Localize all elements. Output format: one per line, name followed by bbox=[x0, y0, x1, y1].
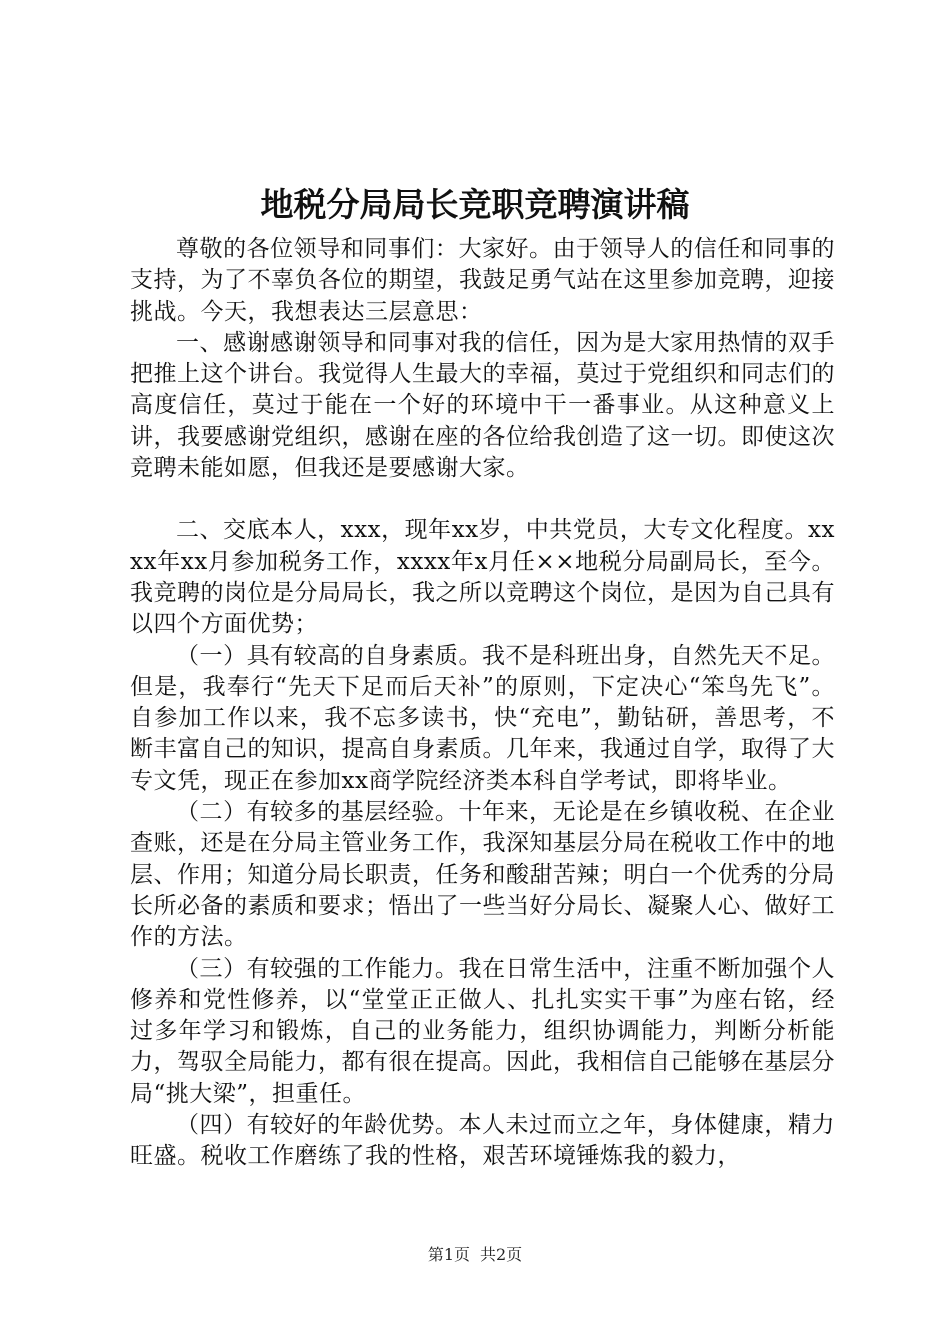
page-number: 第1页 bbox=[427, 1245, 470, 1264]
paragraph-advantage-3: （三）有较强的工作能力。我在日常生活中，注重不断加强个人修养和党性修养，以“堂堂正正做人、扎扎实实干事”为座右铭，经过多年学习和锻炼，自己的业务能力，组织协调能力，判断分析能力，驾驭全局能力，都有很在提高。因此，我相信自己能够在基层分局“挑大梁”，担重任。 bbox=[130, 955, 835, 1107]
paragraph-introduction: 二、交底本人，xxx，现年xx岁，中共党员，大专文化程度。xxxx年xx月参加税务工作，xxxx年x月任××地税分局副局长，至今。我竞聘的岗位是分局局长，我之所以竞聘这个岗位，是因为自己具有以四个方面优势； bbox=[130, 517, 835, 638]
paragraph-greeting: 尊敬的各位领导和同事们：大家好。由于领导人的信任和同事的支持，为了不辜负各位的期望，我鼓足勇气站在这里参加竞聘，迎接挑战。今天，我想表达三层意思： bbox=[130, 236, 835, 325]
document-title: 地税分局局长竞职竞聘演讲稿 bbox=[260, 185, 690, 224]
page-footer bbox=[0, 1244, 950, 1266]
page-total: 共2页 bbox=[480, 1245, 523, 1264]
paragraph-thanks: 一、感谢感谢领导和同事对我的信任，因为是大家用热情的双手把推上这个讲台。我觉得人生最大的幸福，莫过于党组织和同志们的高度信任，莫过于能在一个好的环境中干一番事业。从这种意义上讲，我要感谢党组织，感谢在座的各位给我创造了这一切。即使这次竞聘未能如愿，但我还是要感谢大家。 bbox=[130, 329, 835, 482]
paragraph-advantage-4: （四）有较好的年龄优势。本人未过而立之年，身体健康，精力旺盛。税收工作磨练了我的性格，艰苦环境锤炼我的毅力， bbox=[130, 1112, 835, 1170]
document-body bbox=[130, 234, 835, 1173]
paragraph-advantage-2: （二）有较多的基层经验。十年来，无论是在乡镇收税、在企业查账，还是在分局主管业务工作，我深知基层分局在税收工作中的地层、作用；知道分局长职责，任务和酸甜苦辣；明白一个优秀的分局长所必备的素质和要求；悟出了一些当好分局长、凝聚人心、做好工作的方法。 bbox=[130, 799, 835, 951]
paragraph-advantage-1: （一）具有较高的自身素质。我不是科班出身，自然先天不足。但是，我奉行“先天下足而后天补”的原则，下定决心“笨鸟先飞”。自参加工作以来，我不忘多读书，快“充电”，勤钻研，善思考，不断丰富自己的知识，提高自身素质。几年来，我通过自学，取得了大专文凭，现正在参加xx商学院经济类本科自学考试，即将毕业。 bbox=[130, 642, 835, 794]
